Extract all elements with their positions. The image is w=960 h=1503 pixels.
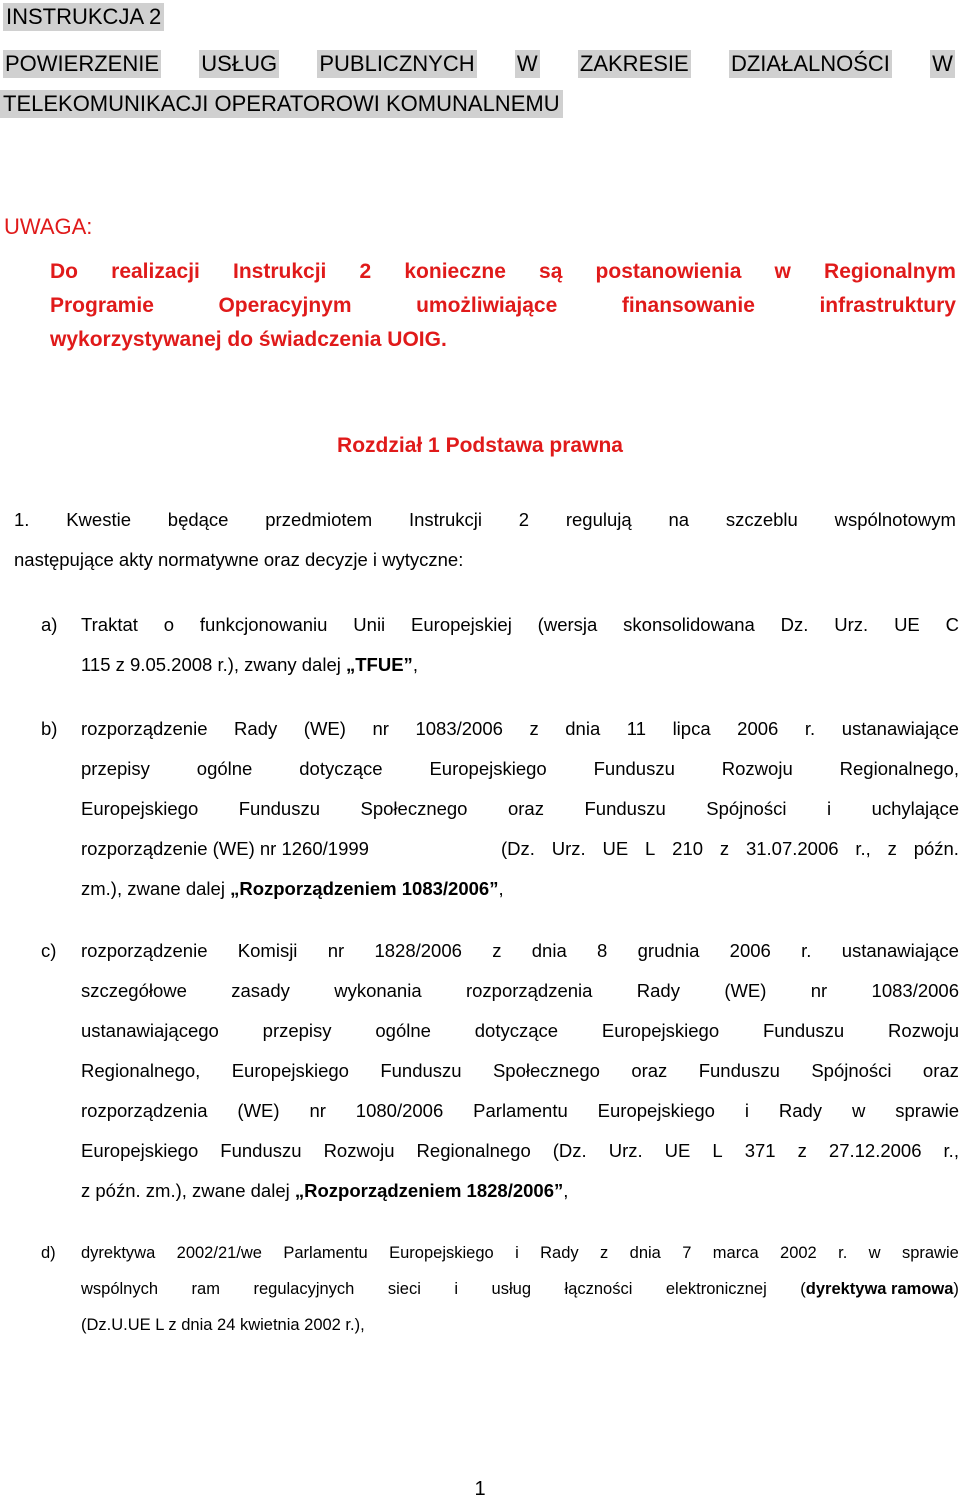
- list-label: b): [41, 718, 58, 739]
- word: r.: [801, 940, 812, 961]
- word: W: [516, 51, 538, 76]
- word: 2006: [737, 718, 779, 739]
- word: Funduszu: [220, 1140, 302, 1161]
- word: C: [945, 614, 959, 635]
- word: Europejskiego: [601, 1020, 720, 1041]
- word: w: [774, 260, 791, 283]
- list-item-a: [41, 605, 957, 685]
- word: Rady: [778, 1100, 823, 1121]
- note-line: wykorzystywanej do świadczenia UOIG.: [50, 328, 447, 351]
- word: łączności: [564, 1280, 633, 1298]
- justified-line: [81, 1131, 959, 1171]
- word: Kwestie: [66, 509, 131, 530]
- list-label: c): [41, 940, 57, 961]
- word: wspólnych: [81, 1280, 159, 1298]
- word: sieci: [387, 1280, 421, 1298]
- word: w: [868, 1244, 881, 1262]
- word: Rozwoju: [721, 758, 793, 779]
- word: o: [163, 614, 175, 635]
- word: (dyrektywa ramowa): [800, 1280, 959, 1298]
- word: Unii: [353, 614, 386, 635]
- word: z: [719, 838, 730, 859]
- word: 2: [518, 509, 530, 530]
- word: r.,: [855, 838, 871, 859]
- word: Operacyjnym: [218, 294, 352, 317]
- word: rozporządzenie: [81, 940, 208, 961]
- word: Traktat: [81, 614, 138, 635]
- word: Regionalnym: [824, 260, 956, 283]
- justified-line: [81, 1051, 959, 1091]
- word: i: [744, 1100, 749, 1121]
- word: (WE): [724, 980, 767, 1001]
- word: UE: [602, 838, 629, 859]
- word: r.,: [943, 1140, 959, 1161]
- defined-term: dyrektywa ramowa: [805, 1280, 954, 1298]
- word: 2006: [729, 940, 771, 961]
- word: ZAKRESIE: [579, 51, 689, 76]
- word: szczegółowe: [81, 980, 187, 1001]
- word: Rozwoju: [888, 1020, 959, 1041]
- word: lipca: [672, 718, 711, 739]
- word: oraz: [922, 1060, 959, 1081]
- word: regulują: [565, 509, 632, 530]
- word: będące: [167, 509, 229, 530]
- word: szczeblu: [725, 509, 798, 530]
- page-number: 1: [474, 1478, 486, 1500]
- word: UE: [894, 614, 920, 635]
- word: z: [797, 1140, 807, 1161]
- justified-line: [81, 1091, 959, 1131]
- word: Funduszu: [698, 1060, 780, 1081]
- word: r.: [804, 718, 816, 739]
- list-label: a): [41, 614, 58, 635]
- word: Społecznego: [360, 798, 468, 819]
- word: rozporządzenia: [81, 1100, 208, 1121]
- word: Europejskiego: [429, 758, 547, 779]
- word: dyrektywa: [81, 1244, 156, 1262]
- item-line: [81, 1271, 959, 1307]
- chapter-heading: Rozdział 1 Podstawa prawna: [337, 434, 623, 457]
- word: z: [492, 940, 502, 961]
- defined-term: „Rozporządzeniem 1083/2006”: [230, 878, 499, 899]
- word: Do: [50, 260, 78, 283]
- justified-line: [81, 749, 959, 789]
- word: (WE): [303, 718, 346, 739]
- word: Urz.: [834, 614, 869, 635]
- word: L: [645, 838, 656, 859]
- word: (Dz.: [501, 838, 535, 859]
- word: dnia: [531, 940, 567, 961]
- word: 1083/2006: [415, 718, 503, 739]
- word: Instrukcji: [233, 260, 327, 283]
- word: 7: [682, 1244, 692, 1262]
- word: Rady: [234, 718, 278, 739]
- word: Funduszu: [593, 758, 675, 779]
- word: dnia: [629, 1244, 661, 1262]
- word: sprawie: [895, 1100, 959, 1121]
- word: oraz: [631, 1060, 668, 1081]
- word: Regionalnego,: [81, 1060, 201, 1081]
- word: Funduszu: [238, 798, 320, 819]
- word: 1083/2006: [871, 980, 959, 1001]
- word: nr: [327, 940, 345, 961]
- justified-line: [81, 605, 959, 645]
- word: regulacyjnych: [253, 1280, 355, 1298]
- word: Europejskiego: [231, 1060, 349, 1081]
- word: Europejskiego: [389, 1244, 494, 1262]
- word: W: [932, 51, 953, 76]
- word: (Dz.: [552, 1140, 587, 1161]
- justified-line: [81, 709, 959, 749]
- word: Rady: [540, 1244, 579, 1262]
- justified-line: [14, 500, 956, 540]
- word: Rady: [636, 980, 680, 1001]
- word: Rozwoju: [323, 1140, 395, 1161]
- list-label: d): [41, 1244, 56, 1262]
- word: z: [529, 718, 539, 739]
- word: usług: [491, 1280, 531, 1298]
- word: dotyczące: [474, 1020, 559, 1041]
- word: rozporządzenie: [81, 718, 208, 739]
- justified-line: [81, 1235, 959, 1271]
- word: 2002/21/we: [176, 1244, 262, 1262]
- list-item-c: [41, 931, 957, 1211]
- defined-term: „Rozporządzeniem 1828/2006”: [294, 1180, 564, 1201]
- word: 1080/2006: [355, 1100, 444, 1121]
- word: grudnia: [637, 940, 700, 961]
- word: przepisy: [262, 1020, 332, 1041]
- word: 1.: [14, 509, 30, 530]
- note-label: UWAGA:: [4, 214, 93, 239]
- word: Parlamentu: [283, 1244, 368, 1262]
- word: Spójności: [811, 1060, 892, 1081]
- word: z: [600, 1244, 609, 1262]
- word: Spójności: [706, 798, 787, 819]
- instruction-heading: [0, 50, 958, 118]
- heading-line-2: TELEKOMUNIKACJI OPERATOROWI KOMUNALNEMU: [0, 90, 958, 118]
- word: i: [454, 1280, 459, 1298]
- heading-line-1: [0, 50, 958, 78]
- item-line: zm.), zwane dalej „Rozporządzeniem 1083/2006”,: [81, 878, 504, 899]
- word: 8: [597, 940, 608, 961]
- word: są: [539, 260, 563, 283]
- word: Regionalnego: [416, 1140, 531, 1161]
- word: ustanawiające: [841, 940, 959, 961]
- justified-segment: [501, 829, 959, 869]
- word: 2002: [780, 1244, 817, 1262]
- word: 27.12.2006: [828, 1140, 922, 1161]
- word: ustanawiające: [841, 718, 959, 739]
- word: oraz: [507, 798, 544, 819]
- word: dnia: [565, 718, 601, 739]
- word: ram: [191, 1280, 220, 1298]
- word: sprawie: [901, 1244, 959, 1262]
- word: 11: [626, 718, 647, 739]
- word: na: [668, 509, 690, 530]
- word: Urz.: [551, 838, 586, 859]
- word: Urz.: [608, 1140, 643, 1161]
- word: postanowienia: [595, 260, 742, 283]
- note-body: [50, 255, 956, 357]
- word: umożliwiające: [416, 294, 558, 317]
- word: Funduszu: [380, 1060, 462, 1081]
- word: dotyczące: [299, 758, 383, 779]
- word: infrastruktury: [819, 294, 956, 317]
- word: Dz.: [780, 614, 809, 635]
- word: ustanawiającego: [81, 1020, 219, 1041]
- word: z: [887, 838, 897, 859]
- word: Parlamentu: [473, 1100, 568, 1121]
- word: elektronicznej: [665, 1280, 767, 1298]
- word: zasady: [231, 980, 290, 1001]
- word: przepisy: [81, 758, 150, 779]
- word: 210: [672, 838, 704, 859]
- word: wykonania: [334, 980, 422, 1001]
- word: DZIAŁALNOŚCI: [730, 51, 890, 76]
- word: USŁUG: [201, 51, 278, 76]
- word: Funduszu: [762, 1020, 845, 1041]
- word: funkcjonowaniu: [199, 614, 328, 635]
- justified-line: [81, 931, 959, 971]
- word: wspólnotowym: [834, 509, 956, 530]
- word: r.: [838, 1244, 848, 1262]
- word: 371: [744, 1140, 776, 1161]
- word: PUBLICZNYCH: [319, 51, 475, 76]
- word: 2: [359, 260, 372, 283]
- document-title: INSTRUKCJA 2: [3, 3, 164, 31]
- word: Komisji: [237, 940, 298, 961]
- word: nr: [372, 718, 389, 739]
- word: nr: [810, 980, 828, 1001]
- word: marca: [712, 1244, 759, 1262]
- word: (wersja: [537, 614, 598, 635]
- word: rozporządzenia: [465, 980, 593, 1001]
- word: nr: [309, 1100, 326, 1121]
- word: Europejskiej: [411, 614, 512, 635]
- word: UE: [664, 1140, 691, 1161]
- defined-term: „TFUE”: [346, 654, 413, 675]
- list-item-b: [41, 709, 957, 909]
- paragraph-line: następujące akty normatywne oraz decyzje i wytyczne:: [14, 549, 464, 570]
- word: przedmiotem: [265, 509, 373, 530]
- word: Społecznego: [492, 1060, 600, 1081]
- word: Regionalnego,: [839, 758, 959, 779]
- word: późn.: [913, 838, 959, 859]
- word: Programie: [50, 294, 154, 317]
- item-line: (Dz.U.UE L z dnia 24 kwietnia 2002 r.),: [81, 1316, 365, 1334]
- note-line: [50, 255, 956, 289]
- word: Instrukcji: [408, 509, 482, 530]
- list-item-d: [41, 1235, 957, 1345]
- word: Europejskiego: [81, 1140, 199, 1161]
- word: ogólne: [196, 758, 253, 779]
- word: (WE): [237, 1100, 280, 1121]
- word: POWIERZENIE: [5, 51, 160, 76]
- note-line: [50, 289, 956, 323]
- word: i: [515, 1244, 519, 1262]
- word: ogólne: [375, 1020, 431, 1041]
- word: Europejskiego: [597, 1100, 715, 1121]
- word: L: [712, 1140, 723, 1161]
- justified-line: [81, 1011, 959, 1051]
- word: 31.07.2006: [745, 838, 839, 859]
- word: finansowanie: [621, 294, 755, 317]
- word: realizacji: [111, 260, 200, 283]
- paragraph-1: [14, 500, 956, 580]
- word: i: [826, 798, 832, 819]
- word: konieczne: [404, 260, 506, 283]
- word: uchylające: [871, 798, 959, 819]
- item-line: 115 z 9.05.2008 r.), zwany dalej „TFUE”,: [81, 654, 418, 675]
- justified-line: [81, 789, 959, 829]
- word: skonsolidowana: [623, 614, 755, 635]
- word: w: [851, 1100, 866, 1121]
- item-line: z późn. zm.), zwane dalej „Rozporządzeniem 1828/2006”,: [81, 1180, 569, 1201]
- word: 1828/2006: [374, 940, 462, 961]
- justified-line: [81, 971, 959, 1011]
- item-line: rozporządzenie (WE) nr 1260/1999 (Dz. Urz. UE L 210 z 31.07.2006 r., z późn.: [81, 829, 959, 869]
- word: Funduszu: [584, 798, 666, 819]
- word: Europejskiego: [81, 798, 199, 819]
